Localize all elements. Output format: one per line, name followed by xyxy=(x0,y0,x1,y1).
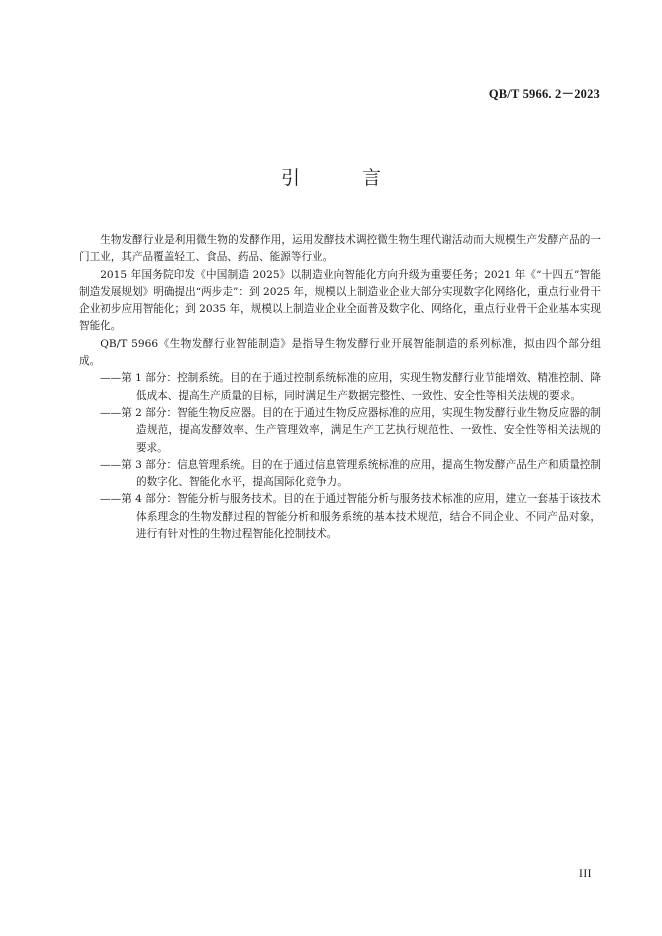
intro-paragraph: 2015 年国务院印发《中国制造 2025》以制造业向智能化方向升级为重要任务；2021 年《“十四五”智能制造发展规划》明确提出“两步走”：到 2025 年，规模以上制造业企业大部分实现数字化网络化，重点行业骨干企业初步应用智能化；到 2035 年，规模以上制造业企业全面普及数字化、网络化，重点行业骨干企业基本实现智能化。 xyxy=(79,268,601,333)
part-list-item: ——第 1 部分：控制系统。目的在于通过控制系统标准的应用，实现生物发酵行业节能增效、精准控制、降低成本、提高生产质量的目标，同时满足生产数据完整性、一致性、安全性等相关法规的要求。 xyxy=(100,372,601,402)
part-list-item: ——第 3 部分：信息管理系统。目的在于通过信息管理系统标准的应用，提高生物发酵产品生产和质量控制的数字化、智能化水平，提高国际化竞争力。 xyxy=(100,458,601,489)
intro-paragraph: QB/T 5966《生物发酵行业智能制造》是指导生物发酵行业开展智能制造的系列标准，拟由四个部分组成。 xyxy=(79,337,601,368)
standard-code: QB/T 5966. 2－2023 xyxy=(488,87,600,101)
page-number: III xyxy=(579,868,592,880)
part-list-item: ——第 4 部分：智能分析与服务技术。目的在于通过智能分析与服务技术标准的应用，建立一套基于该技术体系理念的生物发酵过程的智能分析和服务系统的基本技术规范，结合不同企业、不同产品对象，进行有针对性的生物过程智能化控制技术。 xyxy=(100,493,601,541)
page-title: 引 言 xyxy=(280,167,410,189)
part-list-item: ——第 2 部分：智能生物反应器。目的在于通过生物反应器标准的应用，实现生物发酵行业生物反应器的制造规范，提高发酵效率、生产管理效率，满足生产工艺执行规范性、一致性、安全性等相关法规的要求。 xyxy=(100,406,601,454)
intro-paragraph: 生物发酵行业是利用微生物的发酵作用，运用发酵技术调控微生物生理代谢活动而大规模生产发酵产品的一门工业，其产品覆盖轻工、食品、药品、能源等行业。 xyxy=(79,234,601,264)
introduction-body xyxy=(79,232,601,543)
